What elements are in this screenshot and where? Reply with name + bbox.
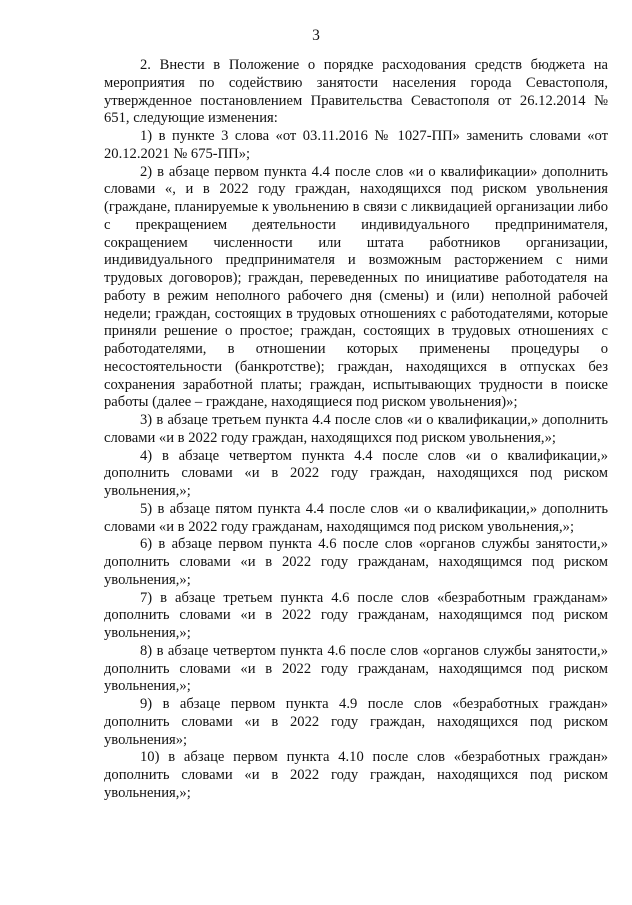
paragraph-item-7: 7) в абзаце третьем пункта 4.6 после слов «безработным гражданам» дополнить словами «и в 2022 году гражданам, находящимся под риском увольнения,»; <box>104 589 608 641</box>
paragraph-item-8: 8) в абзаце четвертом пункта 4.6 после слов «органов службы занятости,» дополнить словами «и в 2022 году гражданам, находящимся под риском увольнения,»; <box>104 642 608 695</box>
paragraph-item-4: 4) в абзаце четвертом пункта 4.4 после слов «и о квалификации,» дополнить словами «и в 2022 году граждан, находящихся под риском увольнения,»; <box>104 447 608 499</box>
paragraph-item-6: 6) в абзаце первом пункта 4.6 после слов «органов службы занятости,» дополнить словами «и в 2022 году гражданам, находящимся под риском увольнения,»; <box>104 536 608 588</box>
page-number: 3 <box>312 27 320 44</box>
paragraph-item-3: 3) в абзаце третьем пункта 4.4 после слов «и о квалификации,» дополнить словами «и в 2022 году граждан, находящихся под риском увольнения,»; <box>104 412 608 446</box>
paragraph-item-9: 9) в абзаце первом пункта 4.9 после слов «безработных граждан» дополнить словами «и в 2022 году граждан, находящихся под риском увольнения»; <box>104 696 608 748</box>
paragraph-item-2: 2) в абзаце первом пункта 4.4 после слов «и о квалификации» дополнить словами «, и в 2022 году граждан, находящихся под риском увольнения (граждане, планируемые к увольнению в связи с ликвидацией организации либо с прекращением деятельности индивидуального предпринимателя, сокращением численности или штата работников организации, индивидуального предпринимателя и возможным расторжением с ними трудовых договоров); граждан, переведенных по инициативе работодателя на работу в режим неполного рабочего дня (смены) и (или) неполной рабочей недели; граждан, состоящих в трудовых отношениях с работодателями, которые приняли решение о простое; граждан, состоящих в трудовых отношениях с работодателями, в отношении которых применены процедуры о несостоятельности (банкротстве); граждан, находящихся в отпусках без сохранения заработной платы; граждан, испытывающих трудности в поиске работы (далее – граждане, находящиеся под риском увольнения)»; <box>104 163 608 411</box>
paragraph-item-1: 1) в пункте 3 слова «от 03.11.2016 № 1027-ПП» заменить словами «от 20.12.2021 № 675-ПП»; <box>104 128 608 162</box>
paragraph-intro: 2. Внести в Положение о порядке расходования средств бюджета на мероприятия по содействию занятости населения города Севастополя, утвержденное постановлением Правительства Севастополя от 26.12.2014 № 651, следующие изменения: <box>104 57 608 127</box>
paragraph-item-5: 5) в абзаце пятом пункта 4.4 после слов «и о квалификации,» дополнить словами «и в 2022 году гражданам, находящимся под риском увольнения,»; <box>104 500 608 535</box>
paragraph-item-10: 10) в абзаце первом пункта 4.10 после слов «безработных граждан» дополнить словами «и в 2022 году граждан, находящихся под риском увольнения,»; <box>104 749 608 801</box>
document-body <box>104 57 608 803</box>
